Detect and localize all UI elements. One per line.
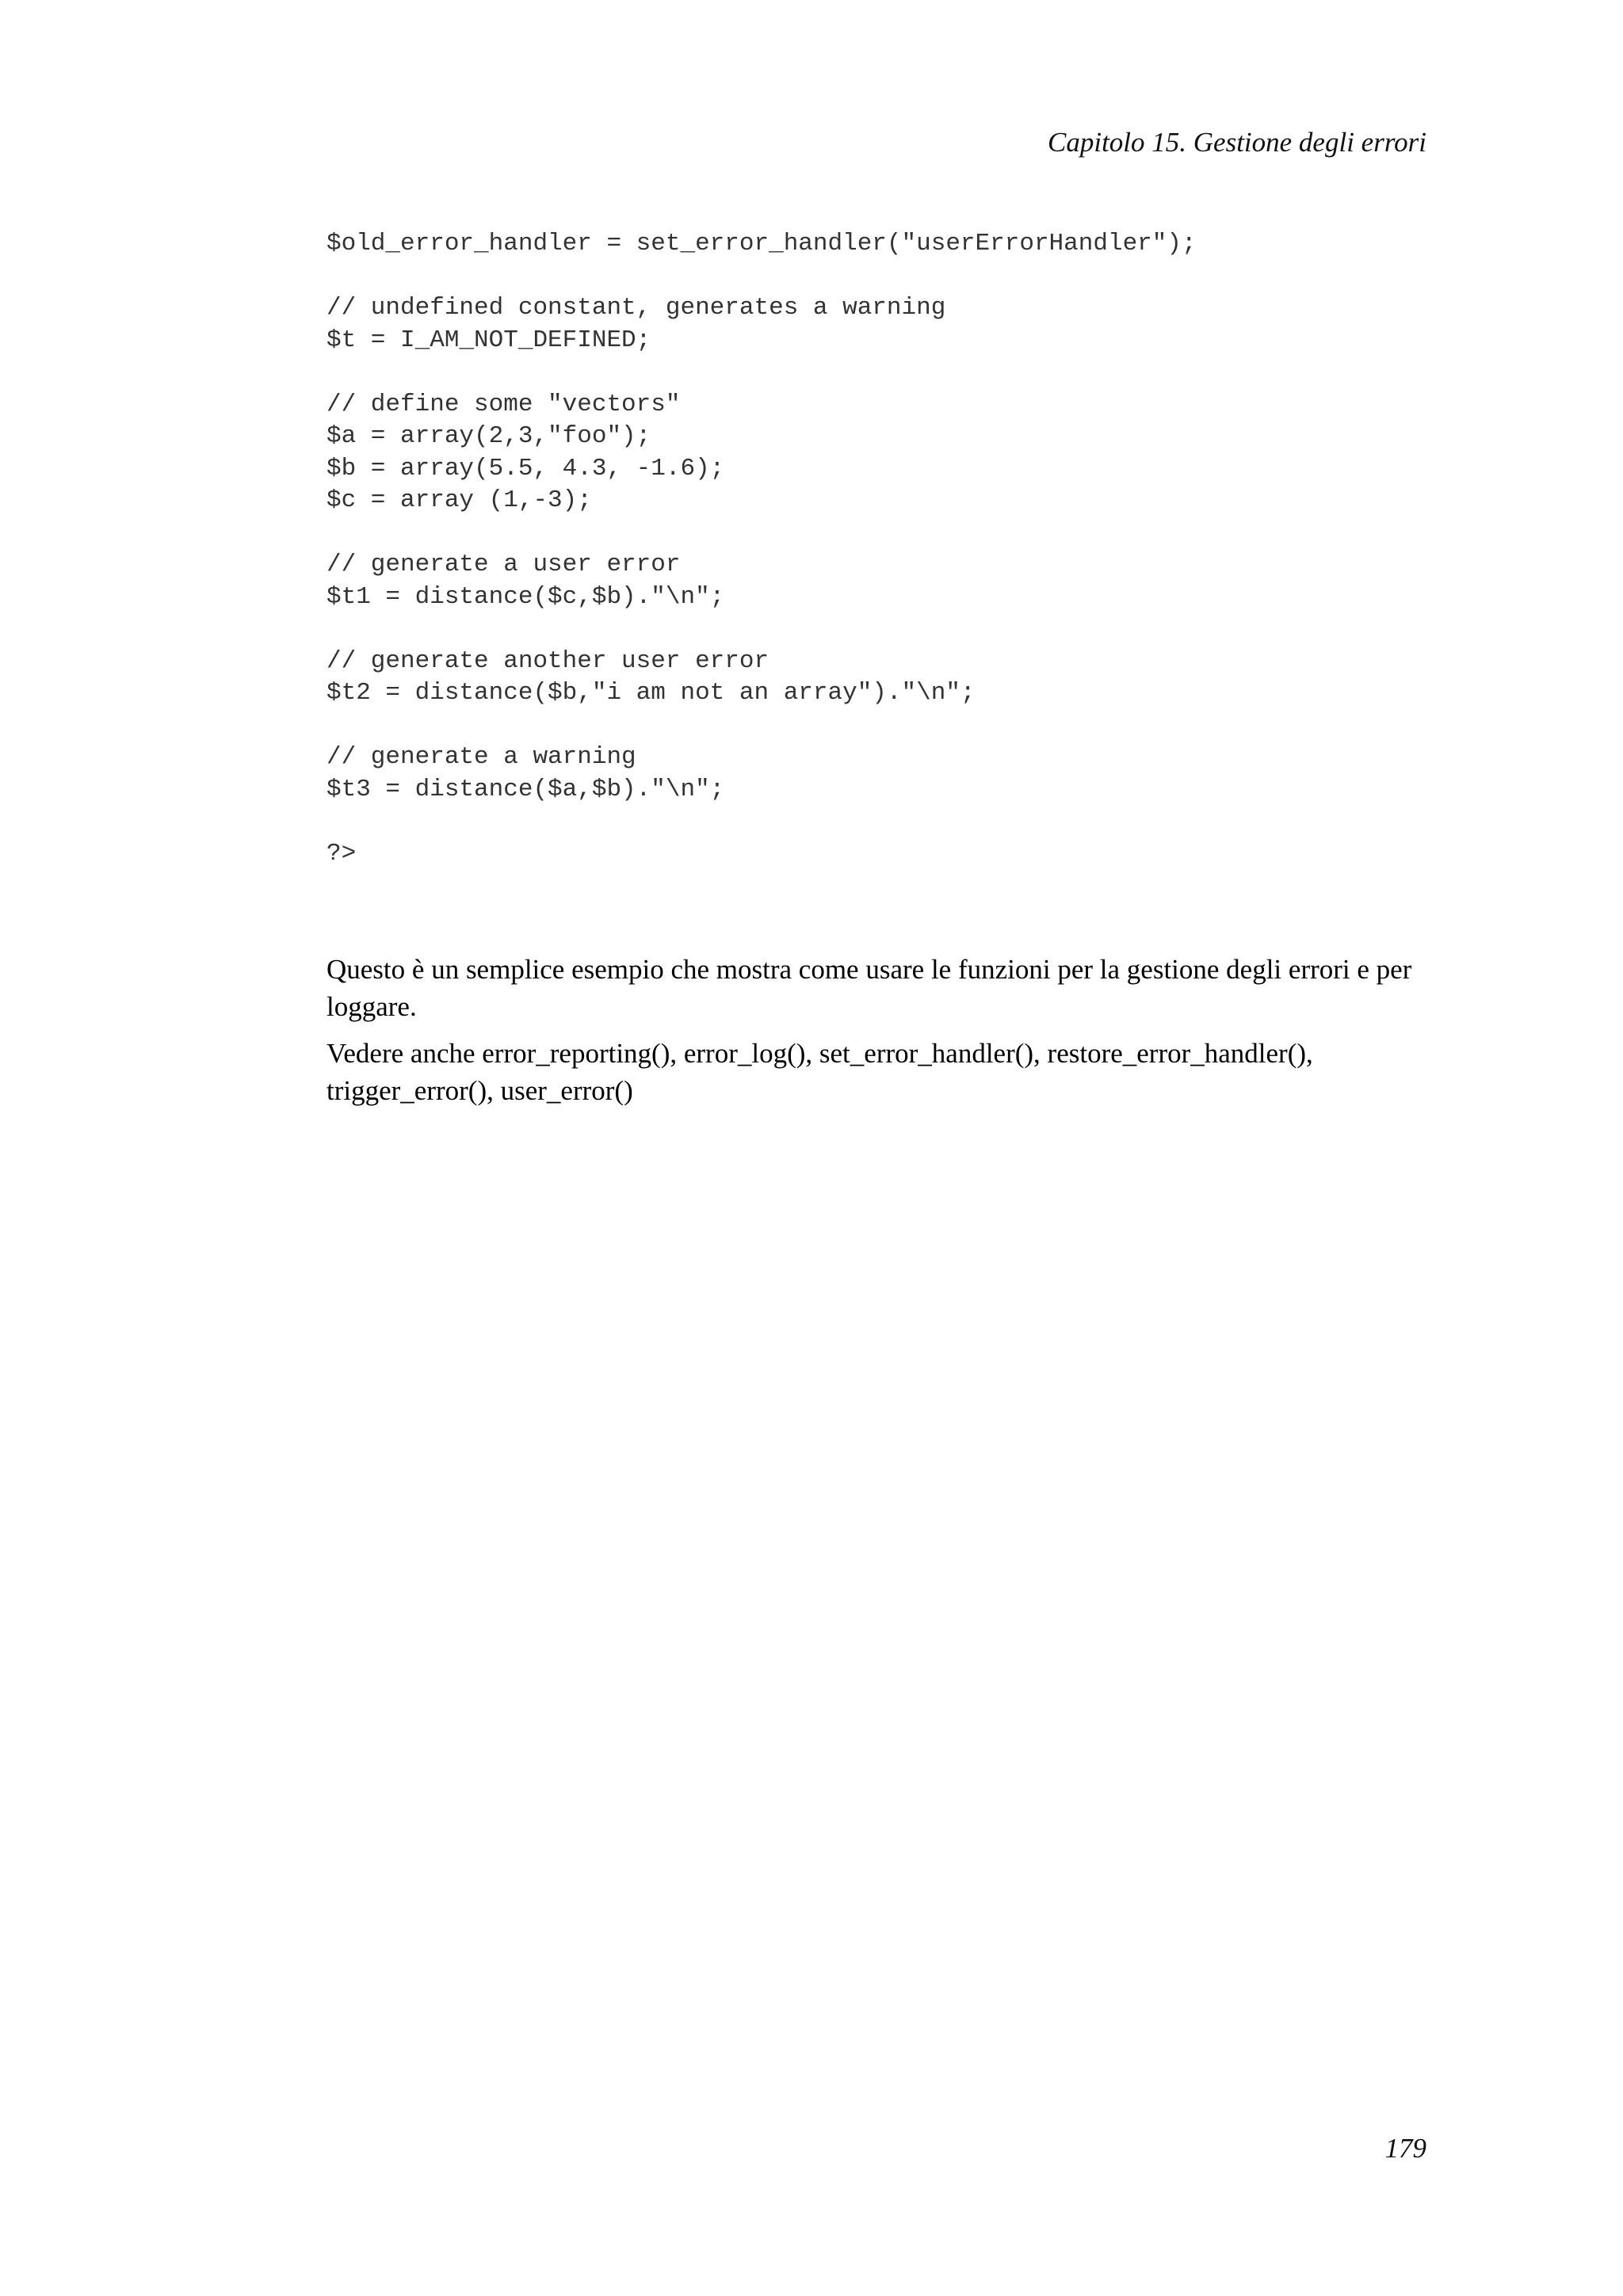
code-line xyxy=(327,357,1197,389)
code-example xyxy=(327,228,1197,870)
paragraph-see-also: Vedere anche error_reporting(), error_log(), set_error_handler(), restore_error_handler(), trigger_error(), user_error() xyxy=(327,1038,1313,1106)
code-line: // undefined constant, generates a warning xyxy=(327,294,946,322)
code-line xyxy=(327,261,1197,293)
code-line: $b = array(5.5, 4.3, -1.6); xyxy=(327,454,725,482)
code-line: $t2 = distance($b,"i am not an array")."\n"; xyxy=(327,679,976,707)
code-line: // generate another user error xyxy=(327,646,769,675)
body-text xyxy=(327,951,1428,1119)
running-header: Capitolo 15. Gestione degli errori xyxy=(1048,127,1426,158)
code-line: $a = array(2,3,"foo"); xyxy=(327,422,651,450)
code-line xyxy=(327,710,1197,742)
paragraph-description: Questo è un semplice esempio che mostra come usare le funzioni per la gestione degli errori e per loggare. xyxy=(327,954,1412,1022)
code-line: $t3 = distance($a,$b)."\n"; xyxy=(327,775,725,803)
code-line: $t1 = distance($c,$b)."\n"; xyxy=(327,582,725,611)
code-line: // define some "vectors" xyxy=(327,390,681,418)
code-line: $c = array (1,-3); xyxy=(327,486,592,514)
code-line: ?> xyxy=(327,839,357,868)
code-line: $old_error_handler = set_error_handler("userErrorHandler"); xyxy=(327,230,1197,257)
code-line: $t = I_AM_NOT_DEFINED; xyxy=(327,326,651,354)
code-line: // generate a user error xyxy=(327,551,681,578)
page-number: 179 xyxy=(1384,2133,1426,2164)
code-line xyxy=(327,613,1197,646)
code-line xyxy=(327,806,1197,838)
code-line: // generate a warning xyxy=(327,743,636,771)
code-line xyxy=(327,517,1197,550)
